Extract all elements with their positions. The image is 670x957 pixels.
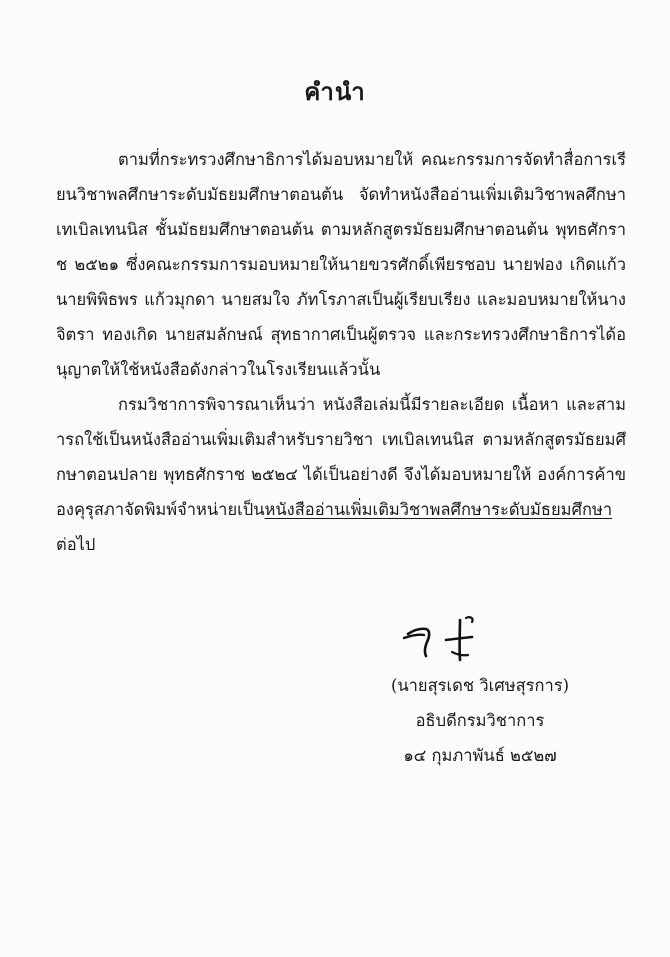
paragraph-1-text: ตามที่กระทรวงศึกษาธิการได้มอบหมายให้ คณะกรรมการจัดทำสื่อการเรียนวิชาพลศึกษาระดับมัธยมศึกษาตอนต้น จัดทำหนังสืออ่านเพิ่มเติมวิชาพลศึกษา เทเบิลเทนนิส ชั้นมัธยมศึกษาตอนต้น ตามหลักสูตรมัธยมศึกษาตอนต้น พุทธศักราช ๒๕๒๑ ซึ่งคณะกรรมการมอบหมายให้นายขวรศักดิ์เพียรชอบ นายฟอง เกิดแก้ว นายพิพิธพร แก้วมุกดา นายสมใจ ภัทโรภาสเป็นผู้เรียบเรียง และมอบหมายให้นางจิตรา ทองเกิด นายสมลักษณ์ สุทธากาศเป็นผู้ตรวจ และกระทรวงศึกษาธิการได้อนุญาตให้ใช้หนังสือดังกล่าวในโรงเรียนแล้วนั้น (56, 150, 626, 379)
signature-block (330, 668, 630, 773)
paragraph-2-text: กรมวิชาการพิจารณาเห็นว่า หนังสือเล่มนี้มีรายละเอียด เนื้อหา และสามารถใช้เป็นหนังสืออ่านเพิ่มเติมสำหรับรายวิชา เทเบิลเทนนิส ตามหลักสูตรมัธยมศึกษาตอนปลาย พุทธศักราช ๒๕๒๔ ได้เป็นอย่างดี จึงได้มอบหมายให้ องค์การค้าของคุรุสภาจัดพิมพ์จำหน่ายเป็น (56, 395, 626, 519)
handwritten-signature (400, 612, 510, 668)
signer-name: (นายสุรเดช วิเศษสุรการ) (390, 676, 570, 695)
paragraph-2 (56, 387, 626, 562)
signer-position: อธิบดีกรมวิชาการ (415, 711, 545, 730)
paragraph-1 (56, 142, 626, 387)
signature-date: ๑๔ กุมภาพันธ์ ๒๕๒๗ (403, 746, 557, 765)
underlined-book-title: หนังสืออ่านเพิ่มเติมวิชาพลศึกษาระดับมัธยมศึกษา (264, 500, 613, 519)
document-body (56, 142, 626, 562)
paragraph-2-ending: ต่อไป (56, 535, 96, 554)
page-title: คำนำ (304, 77, 366, 106)
